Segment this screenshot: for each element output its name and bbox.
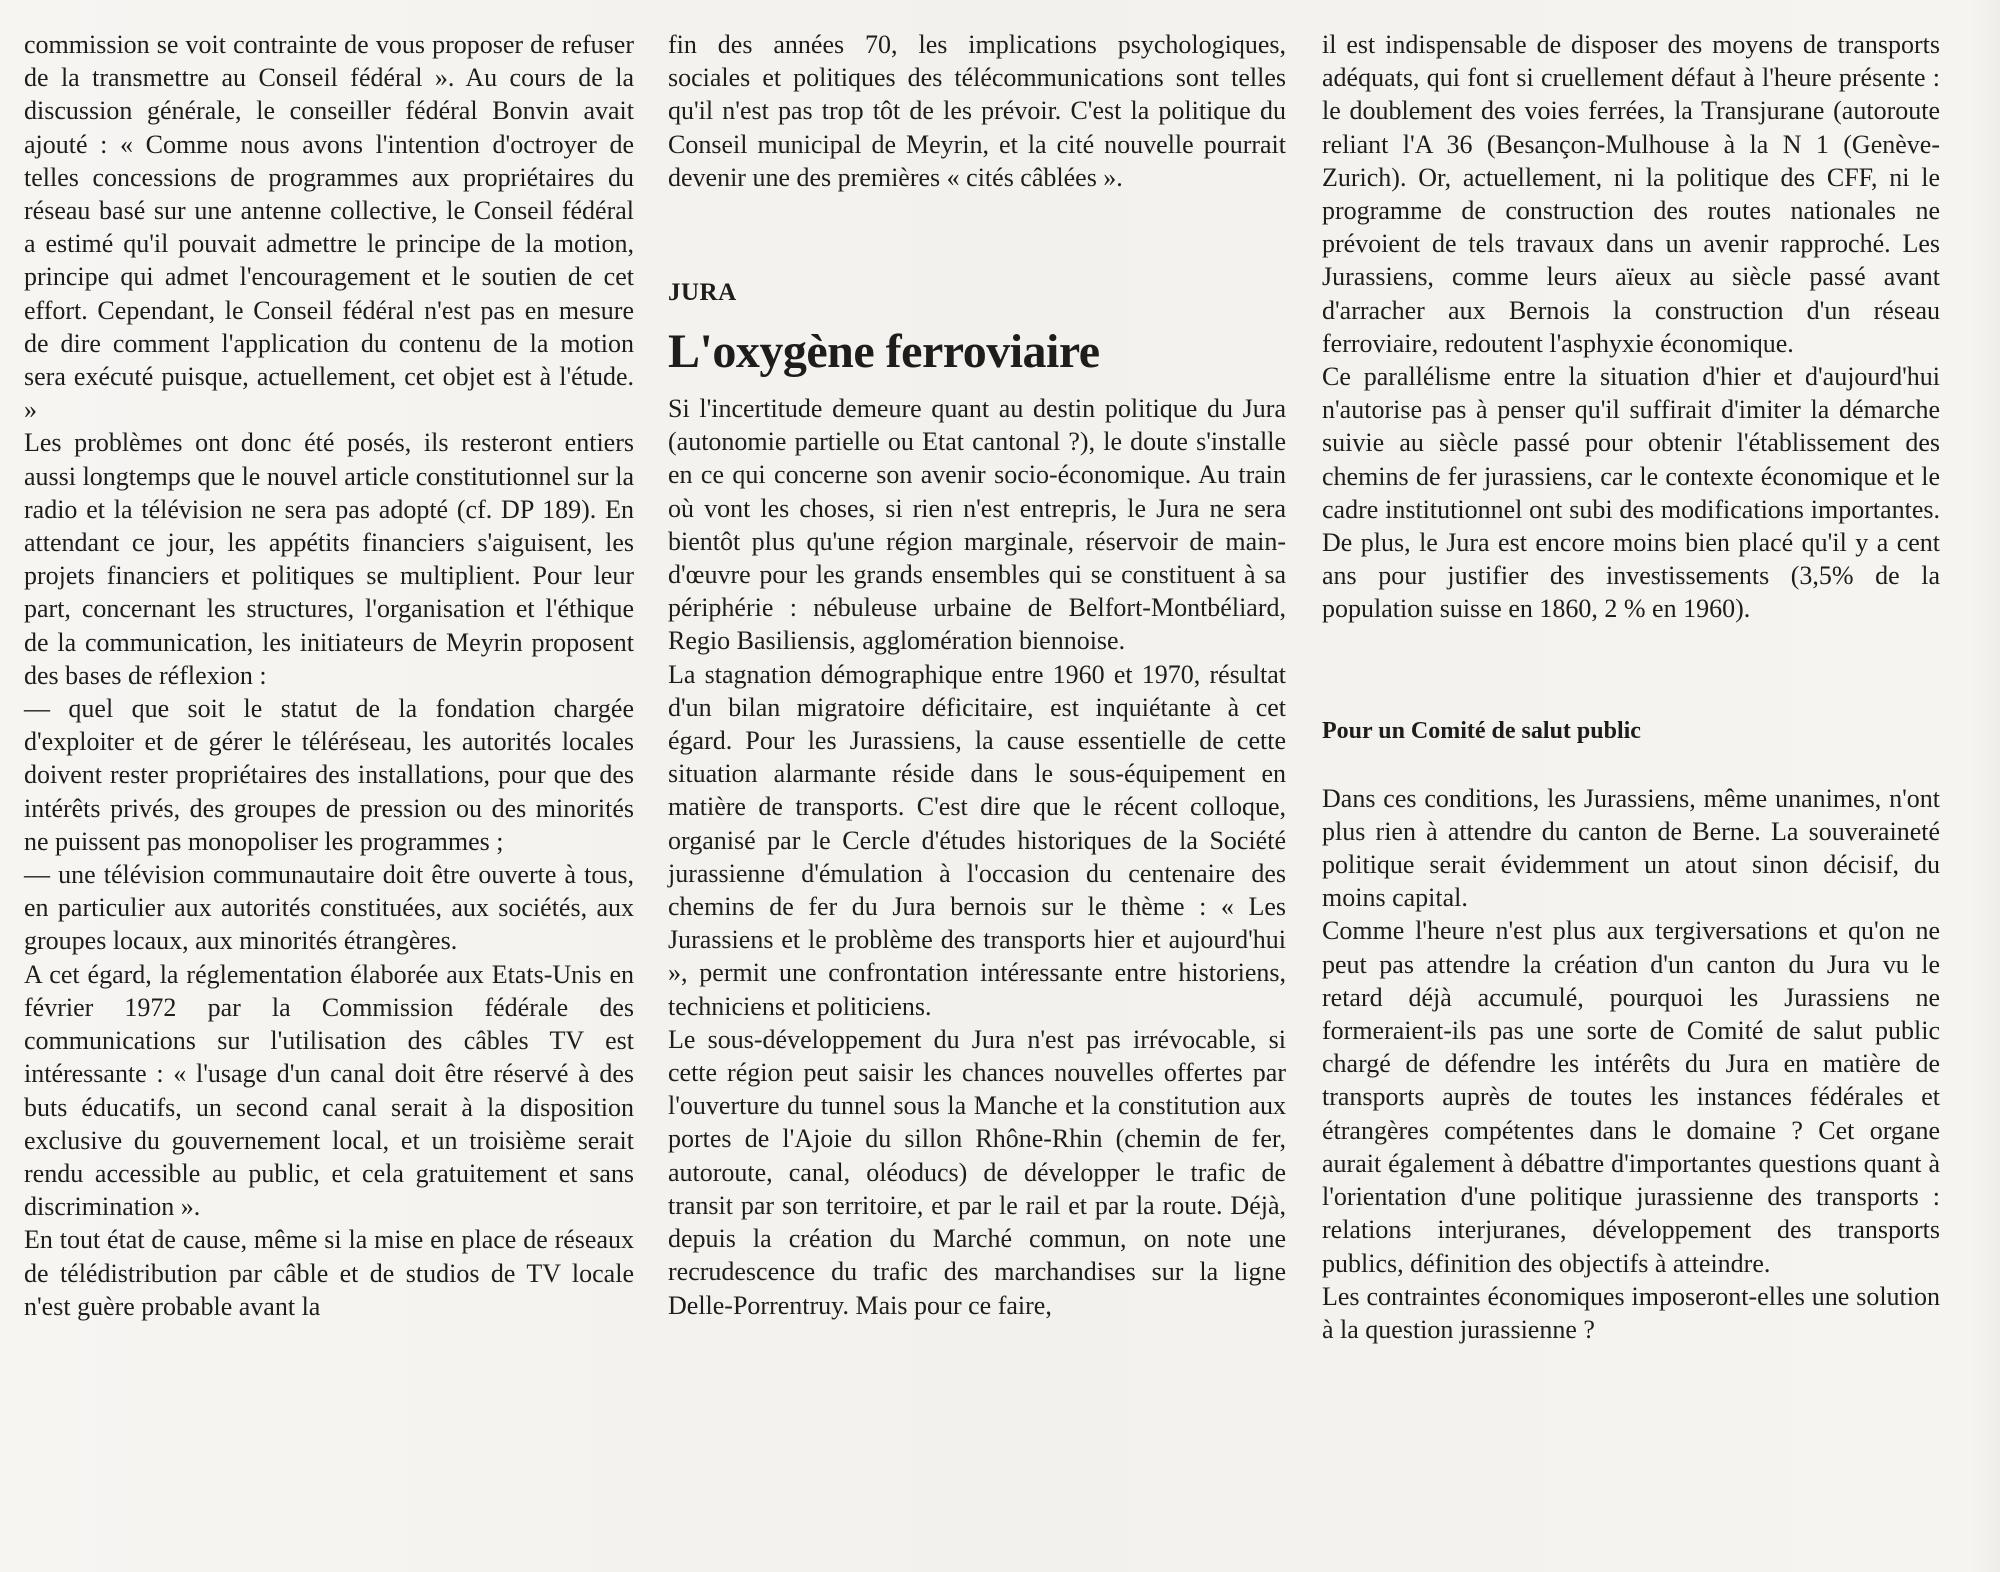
paragraph: En tout état de cause, même si la mise en place de réseaux de télédistribution par câble et de studios de TV locale n'est guère probable avant la (24, 1225, 634, 1321)
paragraph: Les problèmes ont donc été posés, ils resteront entiers aussi longtemps que le nouvel article constitutionnel sur la radio et la télévision ne sera pas adopté (cf. DP 189). En attendant ce jour, les appétits financiers s'aiguisent, les projets financiers et politiques se multiplient. Pour leur part, concernant les structures, l'organisation et l'éthique de la communication, les initiateurs de Meyrin proposent des bases de réflexion : (24, 428, 634, 690)
paragraph: commission se voit contrainte de vous proposer de refuser de la transmettre au Conseil fédéral ». Au cours de la discussion générale, le conseiller fédéral Bonvin avait ajouté : « Comme nous avons l'intention d'octroyer de telles concessions de programmes aux propriétaires du réseau basé sur une antenne collective, le Conseil fédéral a estimé qu'il pouvait admettre le principe de la motion, principe qui admet l'encouragement et le soutien de cet effort. Cependant, le Conseil fédéral n'est pas en mesure de dire comment l'application du contenu de la motion sera exécuté puisque, actuellement, cet objet est à l'étude. » (24, 30, 634, 425)
paragraph: — quel que soit le statut de la fondation chargée d'exploiter et de gérer le téléréseau, les autorités locales doivent rester propriétaires des installations, pour que des intérêts privés, des groupes de pression ou des minorités ne puissent pas monopoliser les programmes ; (24, 694, 634, 856)
right-column (1322, 28, 1940, 1346)
paragraph: A cet égard, la réglementation élaborée aux Etats-Unis en février 1972 par la Commission fédérale des communications sur l'utilisation des câbles TV est intéressante : « l'usage d'un canal doit être réservé à des buts éducatifs, un second canal serait à la disposition exclusive du gouvernement local, et un troisième serait rendu accessible au public, et cela gratuitement et sans discrimination ». (24, 959, 634, 1222)
paragraph: — une télévision communautaire doit être ouverte à tous, en particulier aux autorités constituées, aux sociétés, aux groupes locaux, aux minorités étrangères. (24, 860, 634, 956)
left-column (24, 28, 634, 1323)
scan-edge-shadow (1970, 0, 2000, 1572)
section-label: JURA (668, 279, 737, 307)
paragraph: Les contraintes économiques imposeront-elles une solution à la question jurassienne ? (1322, 1281, 1940, 1344)
paragraph: Le sous-développement du Jura n'est pas irrévocable, si cette région peut saisir les chances nouvelles offertes par l'ouverture du tunnel sous la Manche et la constitution aux portes de l'Ajoie du sillon Rhône-Rhin (chemin de fer, autoroute, canal, oléoducs) de développer le trafic de transit par son territoire, et par le rail et par la route. Déjà, depuis la création du Marché commun, on note une recrudescence du trafic des marchandises sur la ligne Delle-Porrentruy. Mais pour ce faire, (668, 1024, 1286, 1320)
paragraph: Comme l'heure n'est plus aux tergiversations et qu'on ne peut pas attendre la création d'un canton du Jura vu le retard déjà accumulé, pourquoi les Jurassiens ne formeraient-ils pas une sorte de Comité de salut public chargé de défendre les intérêts du Jura en matière de transports auprès de toutes les instances fédérales et étrangères compétentes dans le domaine ? Cet organe aurait également à débattre d'importantes questions quant à l'orientation d'une politique jurassienne des transports : relations interjuranes, développement des transports publics, définition des objectifs à atteindre. (1322, 916, 1940, 1278)
paragraph: La stagnation démographique entre 1960 et 1970, résultat d'un bilan migratoire déficitaire, est inquiétante à cet égard. Pour les Jurassiens, la cause essentielle de cette situation alarmante réside dans le sous-équipement en matière de transports. C'est dire que le récent colloque, organisé par le Cercle d'études historiques de la Société jurassienne d'émulation à l'occasion du centenaire des chemins de fer du Jura bernois sur le thème : « Les Jurassiens et le problème des transports hier et aujourd'hui », permit une confrontation intéressante entre historiens, techniciens et politiciens. (668, 659, 1286, 1021)
article-headline: L'oxygène ferroviaire (668, 325, 1100, 379)
subheading: Pour un Comité de salut public (1322, 717, 1641, 744)
middle-column (668, 28, 1286, 1322)
paragraph: fin des années 70, les implications psychologiques, sociales et politiques des télécommunications sont telles qu'il n'est pas trop tôt de les prévoir. C'est la politique du Conseil municipal de Meyrin, et la cité nouvelle pourrait devenir une des premières « cités câblées ». (668, 30, 1286, 192)
paragraph: il est indispensable de disposer des moyens de transports adéquats, qui font si cruellement défaut à l'heure présente : le doublement des voies ferrées, la Transjurane (autoroute reliant l'A 36 (Besançon-Mulhouse à la N 1 (Genève-Zurich). Or, actuellement, ni la politique des CFF, ni le programme de construction des routes nationales ne prévoient de tels travaux dans un avenir rapproché. Les Jurassiens, comme leurs aïeux au siècle passé avant d'arracher aux Bernois la construction d'un réseau ferroviaire, redoutent l'asphyxie économique. (1322, 30, 1940, 358)
paragraph: Dans ces conditions, les Jurassiens, même unanimes, n'ont plus rien à attendre du canton de Berne. La souveraineté politique serait évidemment un atout sinon décisif, du moins capital. (1322, 783, 1940, 913)
paragraph: Ce parallélisme entre la situation d'hier et d'aujourd'hui n'autorise pas à penser qu'il suffirait d'imiter la démarche suivie au siècle passé pour obtenir l'établissement des chemins de fer jurassiens, car le contexte économique et le cadre institutionnel ont subi des modifications importantes. De plus, le Jura est encore moins bien placé qu'il y a cent ans pour justifier des investissements (3,5% de la population suisse en 1860, 2 % en 1960). (1322, 362, 1940, 624)
paragraph: Si l'incertitude demeure quant au destin politique du Jura (autonomie partielle ou Etat cantonal ?), le doute s'installe en ce qui concerne son avenir socio-économique. Au train où vont les choses, si rien n'est entrepris, le Jura ne sera bientôt plus qu'une région marginale, réservoir de main-d'œuvre pour les grands ensembles qui se constituent à sa périphérie : nébuleuse urbaine de Belfort-Montbéliard, Regio Basiliensis, agglomération biennoise. (668, 394, 1286, 656)
